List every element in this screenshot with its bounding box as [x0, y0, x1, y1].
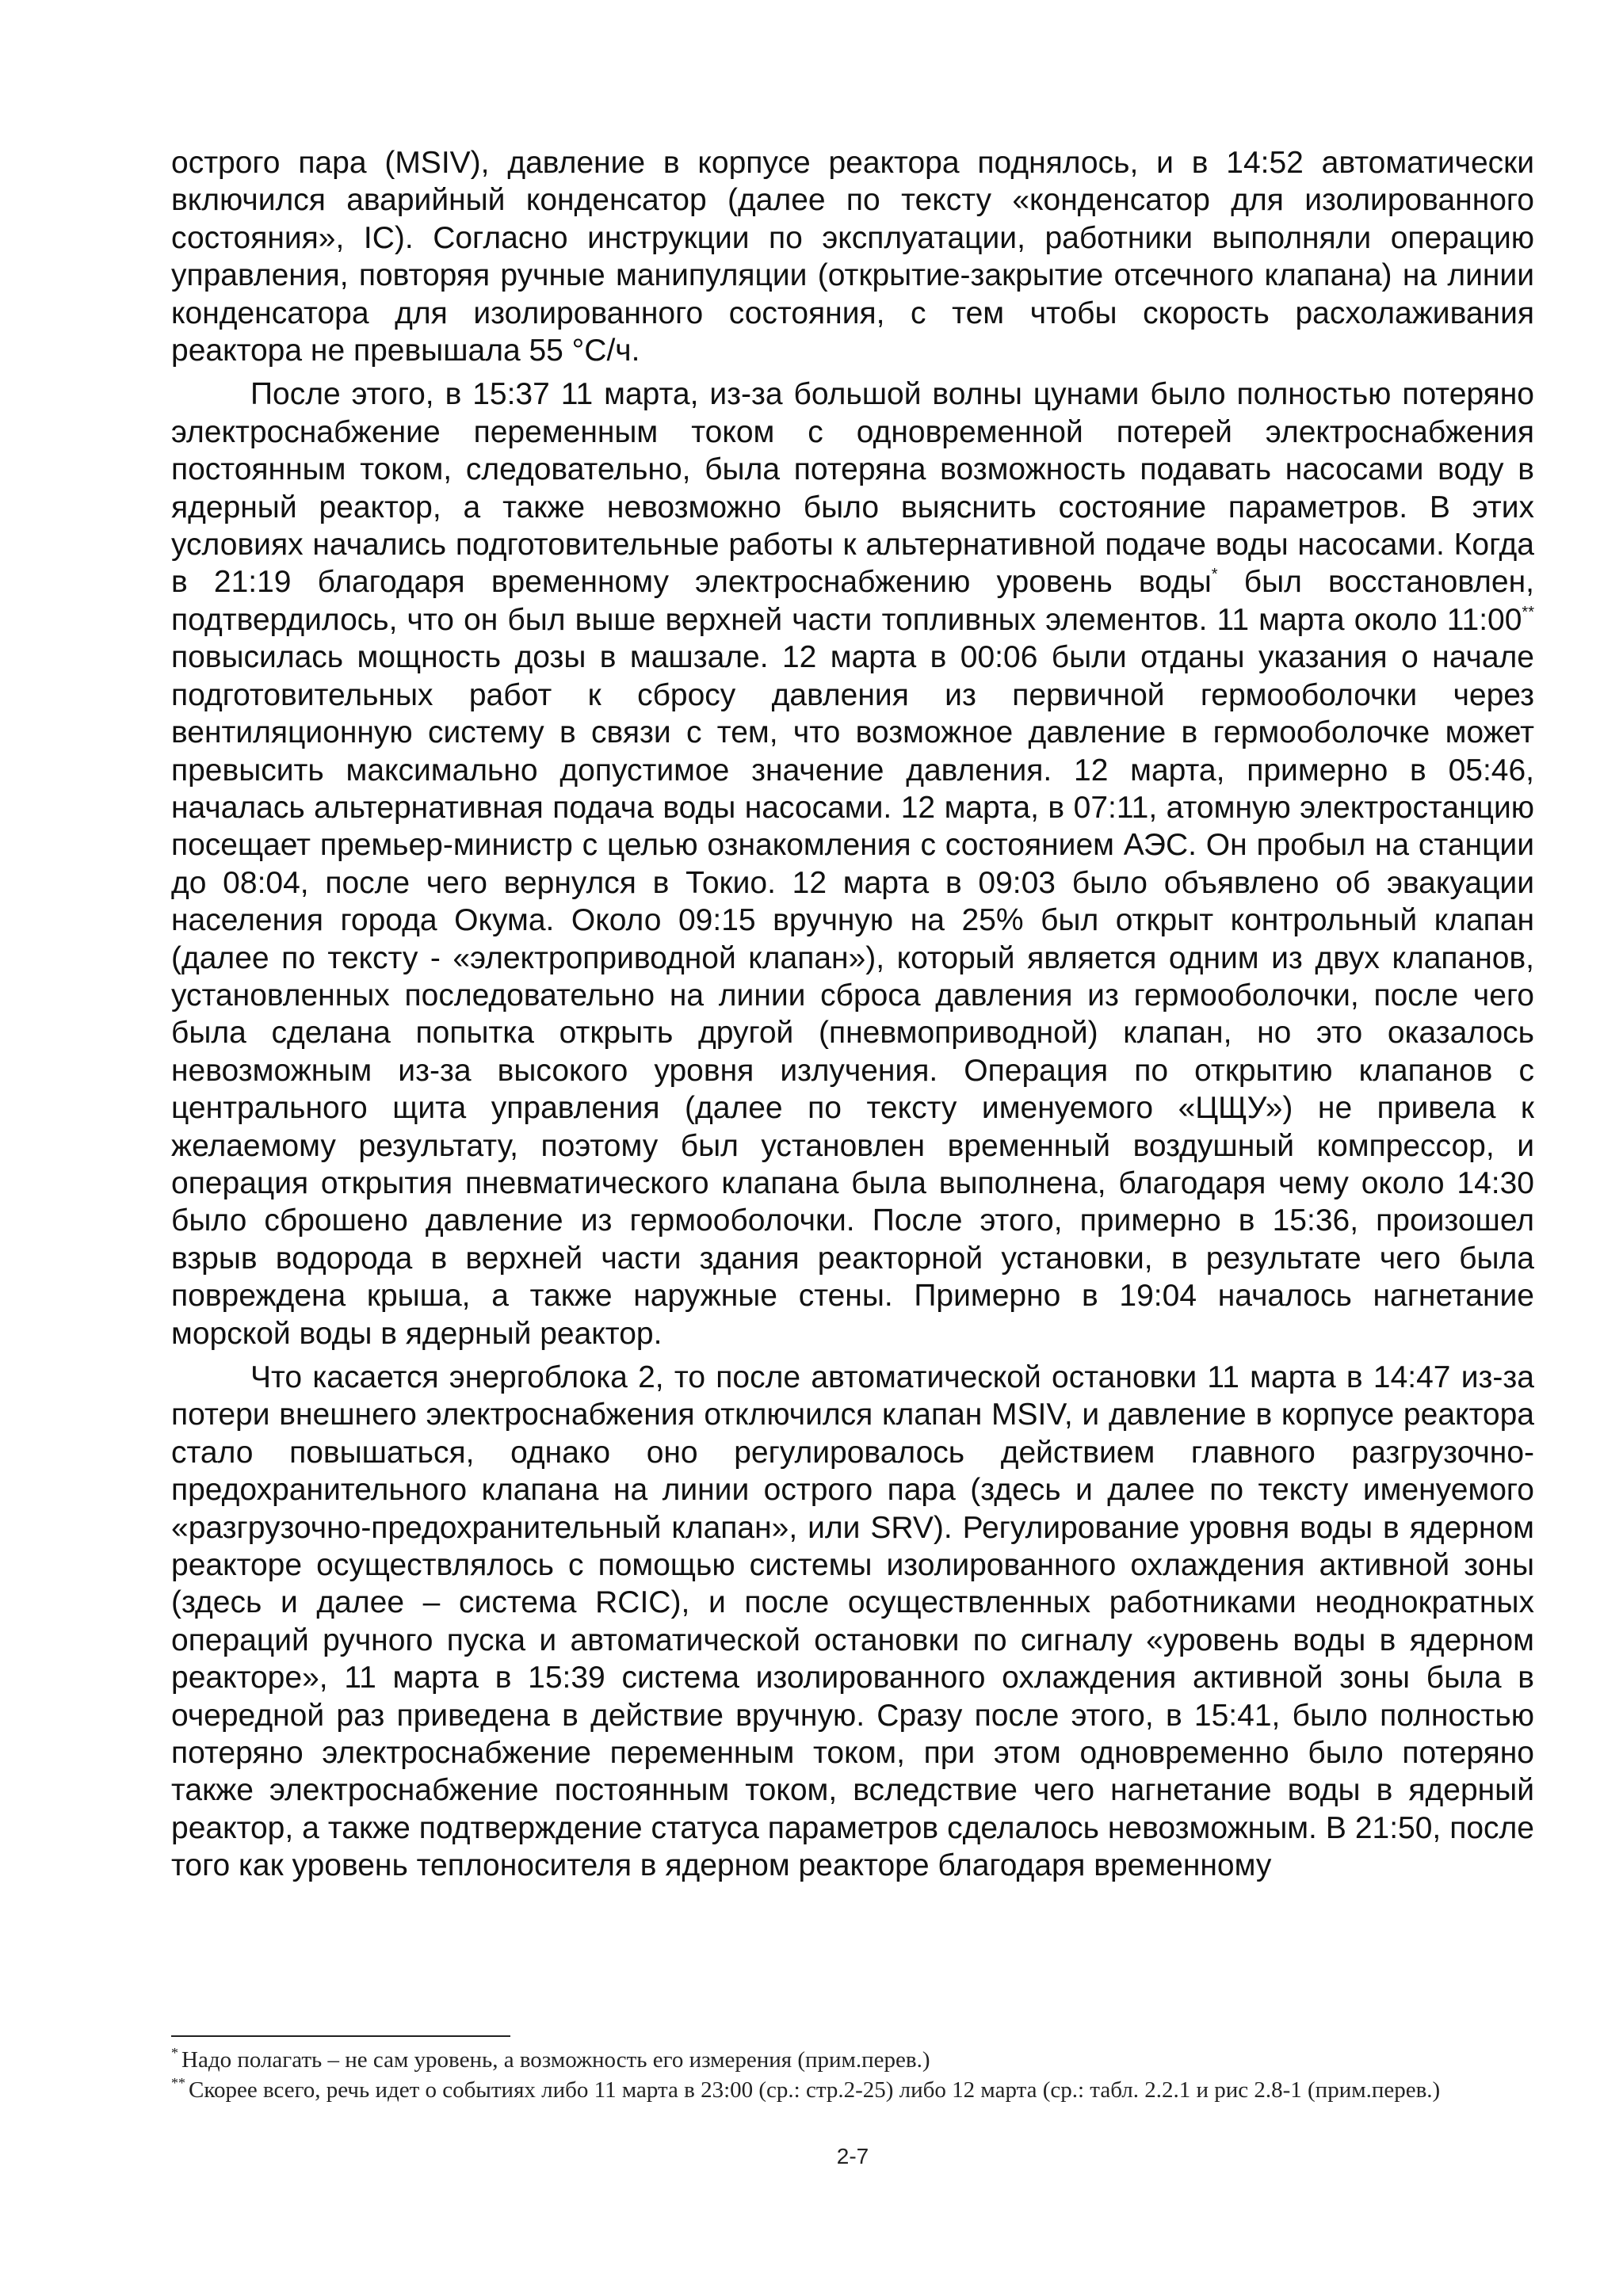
footnotes	[171, 2046, 1534, 2106]
body-paragraph	[171, 144, 1534, 369]
footnote-reference: **	[1522, 603, 1534, 621]
body-paragraph	[171, 376, 1534, 1352]
footnote-separator	[171, 2035, 510, 2037]
page-number: 2-7	[836, 2144, 869, 2168]
paragraph-text: Что касается энергоблока 2, то после автоматической остановки 11 марта в 14:47 из-за потери внешнего электроснабжения отключился клапан MSIV, и давление в корпусе реактора стало повышаться, однако оно регулировалось действием главного разгрузочно-предохранительного клапана на линии острого пара (здесь и далее по тексту именуемого «разгрузочно-предохранительный клапан», или SRV). Регулирование уровня воды в ядерном реакторе осуществлялось с помощью системы изолированного охлаждения активной зоны (здесь и далее – система RCIC), и после осуществленных работниками неоднократных операций ручного пуска и автоматической остановки по сигналу «уровень воды в ядерном реакторе», 11 марта в 15:39 система изолированного охлаждения активной зоны была в очередной раз приведена в действие вручную. Сразу после этого, в 15:41, было полностью потеряно электроснабжение переменным током, при этом одновременно было потеряно также электроснабжение постоянным током, вследствие чего нагнетание воды в ядерный реактор, а также подтверждение статуса параметров сделалось невозможным. В 21:50, после того как уровень теплоносителя в ядерном реакторе благодаря временному	[171, 1360, 1534, 1883]
paragraph-text: повысилась мощность дозы в машзале. 12 марта в 00:06 были отданы указания о начале подготовительных работ к сбросу давления из первичной гермооболочки через вентиляционную систему в связи с тем, что возможное давление в гермооболочке может превысить максимально допустимое значение давления. 12 марта, примерно в 05:46, началась альтернативная подача воды насосами. 12 марта, в 07:11, атомную электростанцию посещает премьер-министр с целью ознакомления с состоянием АЭС. Он пробыл на станции до 08:04, после чего вернулся в Токио. 12 марта в 09:03 было объявлено об эвакуации населения города Окума. Около 09:15 вручную на 25% был открыт контрольный клапан (далее по тексту - «электроприводной клапан»), который является одним из двух клапанов, установленных последовательно на линии сброса давления из гермооболочки, после чего была сделана попытка открыть другой (пневмоприводной) клапан, но это оказалось невозможным из-за высокого уровня излучения. Операция по открытию клапанов с центрального щита управления (далее по тексту именуемого «ЦЩУ») не привела к желаемому результату, поэтому был установлен временный воздушный компрессор, и операция открытия пневматического клапана была выполнена, благодаря чему около 14:30 было сброшено давление из гермооболочки. После этого, примерно в 15:36, произошел взрыв водорода в верхней части здания реакторной установки, в результате чего была повреждена крыша, а также наружные стены. Примерно в 19:04 началось нагнетание морской воды в ядерный реактор.	[171, 640, 1534, 1351]
footnote-reference: *	[1211, 566, 1218, 584]
footnote-mark: *	[171, 2045, 178, 2061]
paragraph-text: был восстановлен, подтвердилось, что он был выше верхней части топливных элементов. 11 марта около 11:00	[171, 565, 1534, 637]
footnote	[171, 2076, 1534, 2104]
body-text	[171, 144, 1534, 1885]
paragraph-text: После этого, в 15:37 11 марта, из-за большой волны цунами было полностью потеряно электроснабжение переменным током с одновременной потерей электроснабжения постоянным током, следовательно, была потеряна возможность подавать насосами воду в ядерный реактор, а также невозможно было выяснить состояние параметров. В этих условиях начались подготовительные работы к альтернативной подаче воды насосами. Когда в 21:19 благодаря временному электроснабжению уровень воды	[171, 377, 1534, 600]
footnote	[171, 2046, 1534, 2074]
footnote-text: Скорее всего, речь идет о событиях либо 11 марта в 23:00 (ср.: стр.2-25) либо 12 марта (ср.: табл. 2.2.1 и рис 2.8-1 (прим.перев.)	[189, 2077, 1441, 2103]
document-page	[171, 144, 1534, 2236]
paragraph-text: острого пара (MSIV), давление в корпусе реактора поднялось, и в 14:52 автоматически включился аварийный конденсатор (далее по тексту «конденсатор для изолированного состояния», IC). Согласно инструкции по эксплуатации, работники выполняли операцию управления, повторяя ручные манипуляции (открытие-закрытие отсечного клапана) на линии конденсатора для изолированного состояния, с тем чтобы скорость расхолаживания реактора не превышала 55 °С/ч.	[171, 146, 1534, 368]
footnote-text: Надо полагать – не сам уровень, а возможность его измерения (прим.перев.)	[181, 2047, 930, 2073]
footnote-mark: **	[171, 2075, 185, 2091]
body-paragraph	[171, 1359, 1534, 1885]
